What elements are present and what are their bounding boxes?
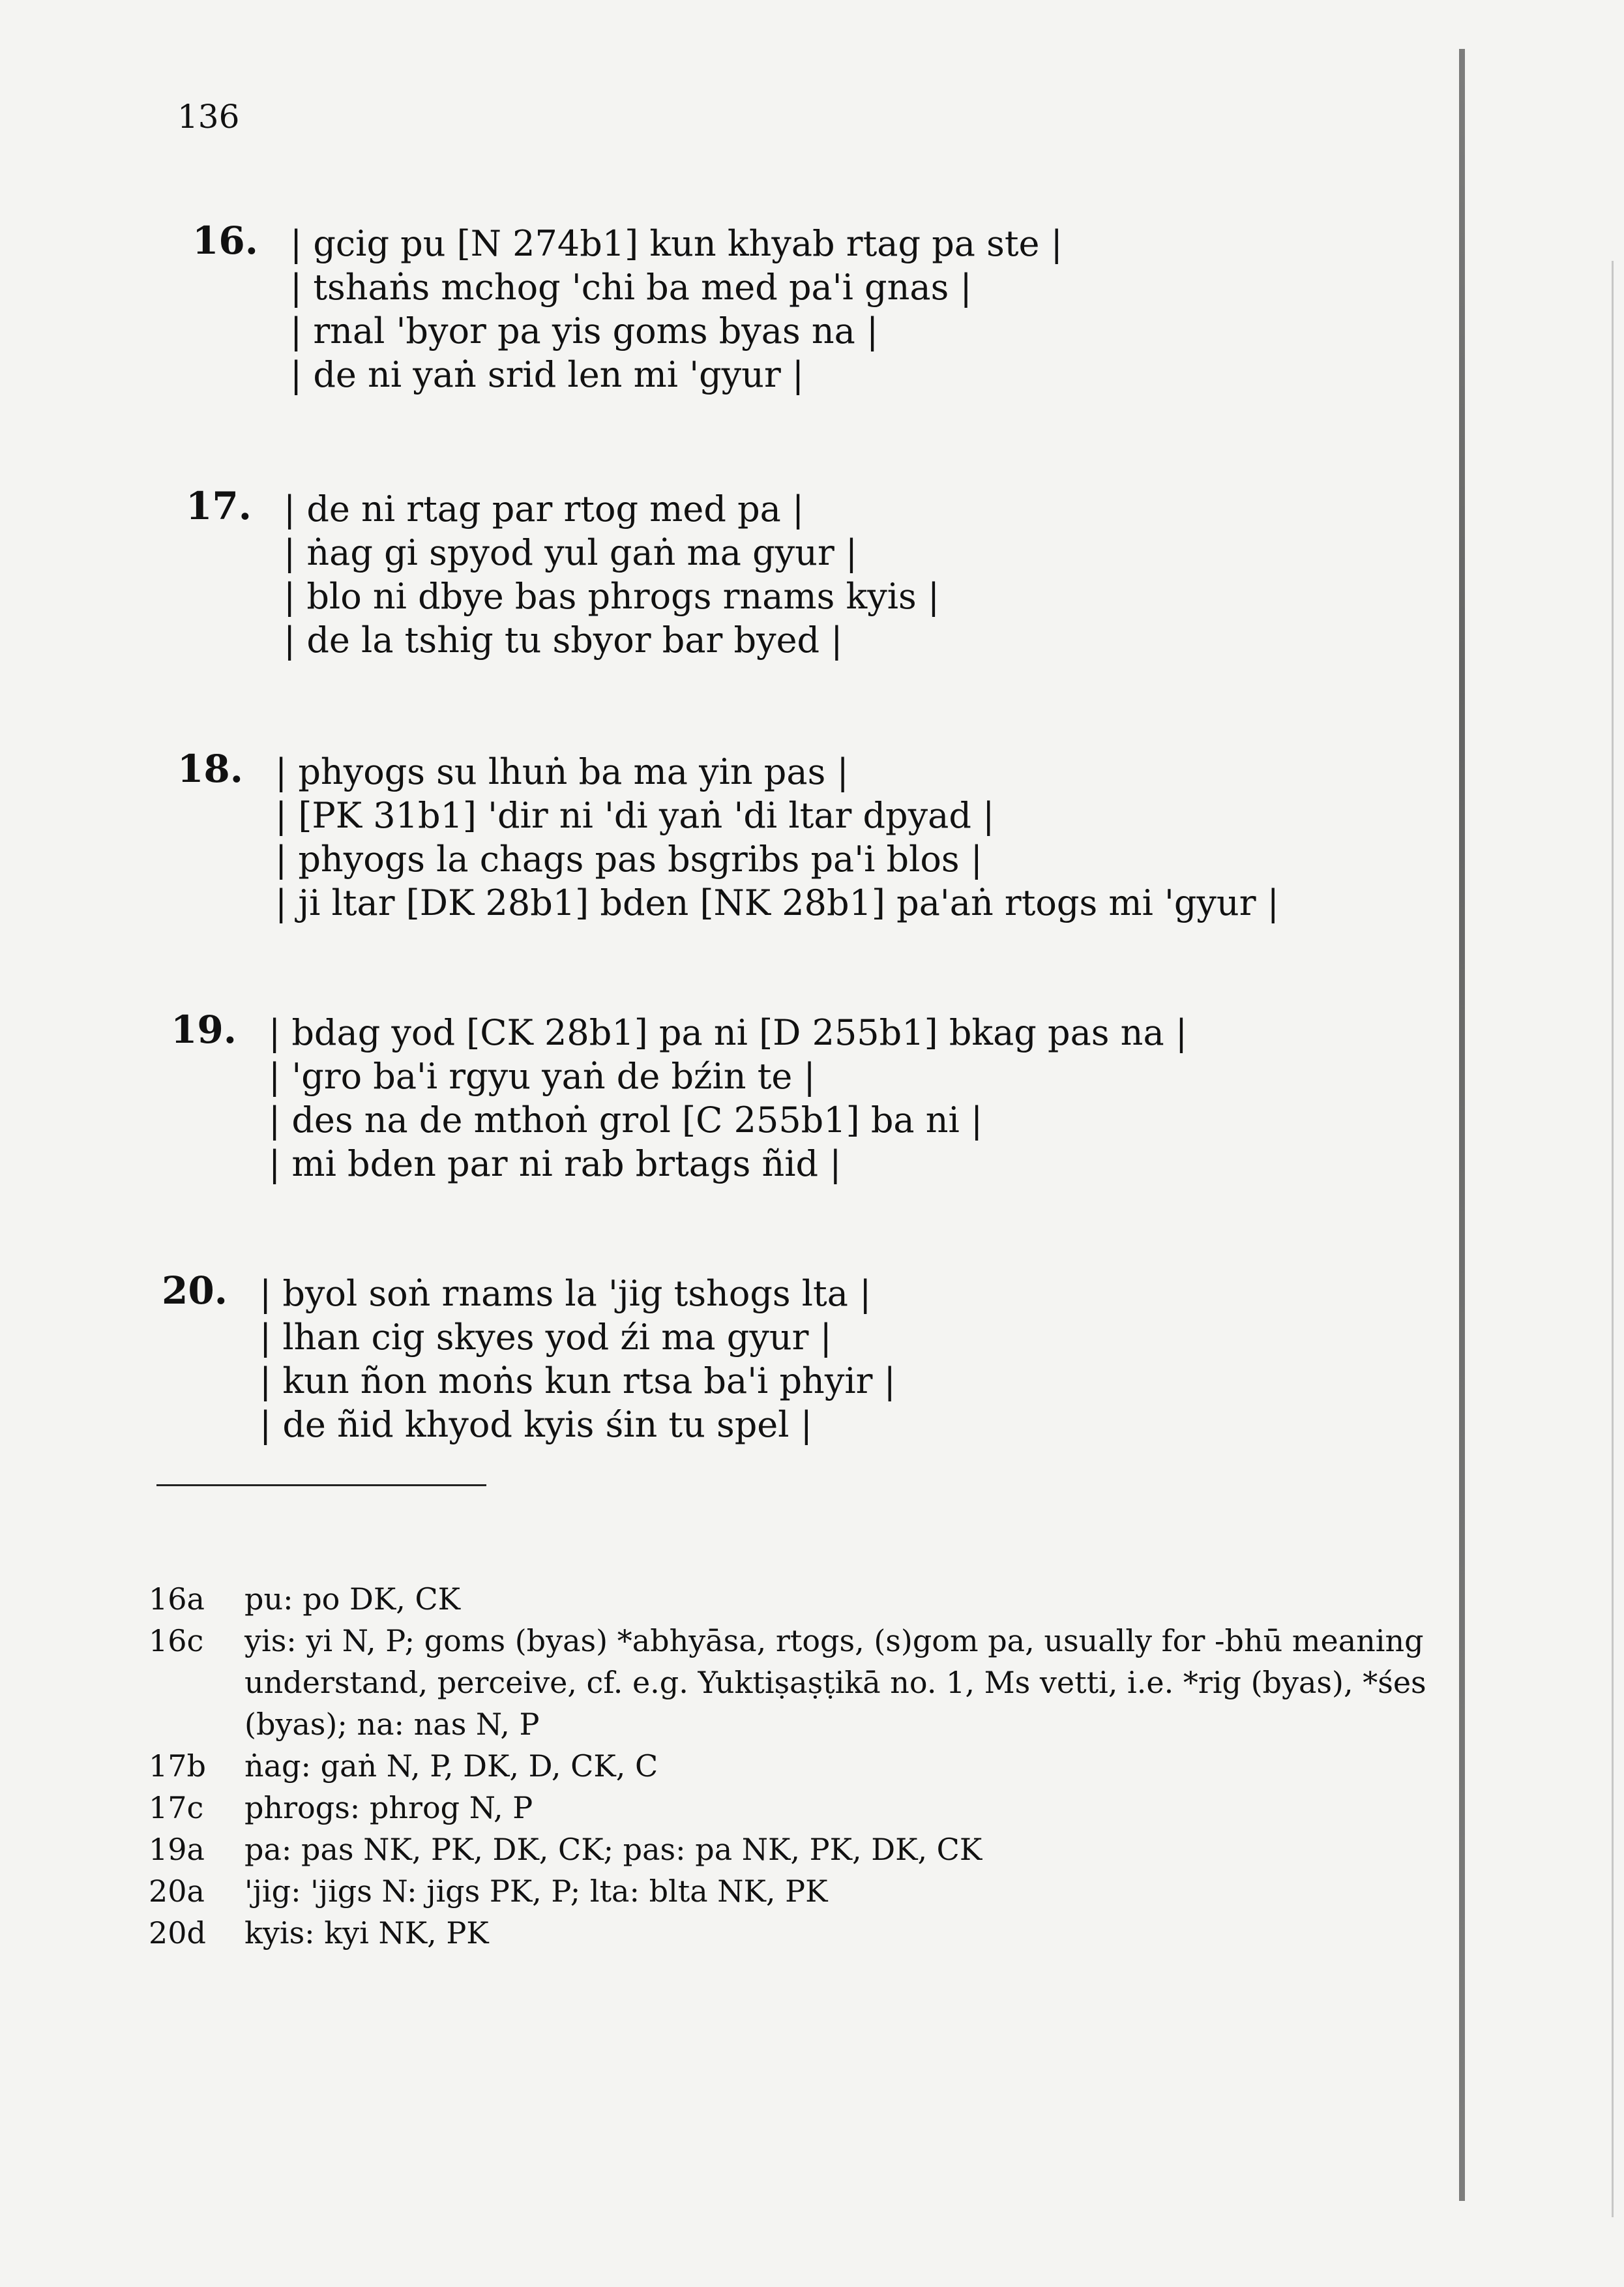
footnote-text: 'jig: 'jigs N: jigs PK, P; lta: blta NK, PK [244, 1874, 828, 1909]
footnote-text: yis: yi N, P; goms (byas) *abhyāsa, rtogs, (s)gom pa, usually for -bhū meaning understand, perceive, cf. e.g. Yuktiṣaṣṭikā no. 1, Ms vetti, i.e. *rig (byas), *śes (byas); na: nas N, P [244, 1623, 1426, 1742]
verse-lines [259, 1272, 896, 1446]
verse-line: | lhan cig skyes yod źi ma gyur | [259, 1317, 832, 1358]
footnote-text: pa: pas NK, PK, DK, CK; pas: pa NK, PK, DK, CK [244, 1832, 982, 1867]
page-number: 136 [177, 98, 240, 136]
footnote-divider [156, 1484, 486, 1486]
verse-line: | 'gro ba'i rgyu yaṅ de bźin te | [269, 1056, 816, 1097]
verse-lines [284, 487, 939, 662]
footnote-16c [149, 1620, 1483, 1745]
footnote-text: kyis: kyi NK, PK [244, 1915, 489, 1951]
verse-line: | ṅag gi spyod yul gaṅ ma gyur | [284, 532, 858, 573]
footnote-label: 20d [149, 1915, 206, 1951]
footnote-label: 19a [149, 1832, 205, 1867]
footnote-label: 20a [149, 1874, 205, 1909]
verse-lines [269, 1011, 1187, 1186]
verse-line: | byol soṅ rnams la 'jig tshogs lta | [259, 1273, 872, 1314]
verse-line: | rnal 'byor pa yis goms byas na | [290, 310, 879, 351]
verse-line: | bdag yod [CK 28b1] pa ni [D 255b1] bkag pas na | [269, 1012, 1188, 1053]
footnote-20a [149, 1870, 1483, 1912]
footnote-17c [149, 1787, 1483, 1829]
verse-line: | de la tshig tu sbyor bar byed | [284, 620, 843, 661]
verse-line: | de ñid khyod kyis śin tu spel | [259, 1404, 812, 1445]
verse-lines [275, 750, 1279, 925]
verse-line: | kun ñon moṅs kun rtsa ba'i phyir | [259, 1360, 896, 1401]
footnote-17b [149, 1745, 1483, 1787]
verse-line: | blo ni dbye bas phrogs rnams kyis | [284, 576, 940, 617]
verse-number: 16. [192, 218, 258, 263]
footnote-text: phrogs: phrog N, P [244, 1790, 533, 1825]
footnote-text: pu: po DK, CK [244, 1581, 461, 1617]
footnote-label: 17c [149, 1790, 204, 1825]
verse-line: | de ni yaṅ srid len mi 'gyur | [290, 354, 805, 395]
footnote-label: 17b [149, 1748, 206, 1784]
verse-line: | phyogs la chags pas bsgribs pa'i blos | [275, 839, 982, 880]
footnote-label: 16c [149, 1623, 204, 1658]
binding-edge-line [1459, 49, 1465, 2201]
footnote-19a [149, 1829, 1483, 1870]
verse-line: | phyogs su lhuṅ ba ma yin pas | [275, 751, 849, 792]
footnote-20d [149, 1912, 1483, 1954]
verse-line: | gcig pu [N 274b1] kun khyab rtag pa ste | [290, 223, 1063, 264]
verse-line: | ji ltar [DK 28b1] bden [NK 28b1] pa'aṅ rtogs mi 'gyur | [275, 882, 1279, 923]
page-edge-line [1612, 261, 1614, 2217]
verse-number: 20. [162, 1268, 228, 1313]
verse-number: 18. [177, 747, 243, 791]
footnote-text: ṅag: gaṅ N, P, DK, D, CK, C [244, 1748, 658, 1784]
verse-line: | mi bden par ni rab brtags ñid | [269, 1143, 842, 1184]
verse-number: 17. [186, 484, 252, 528]
verse-line: | [PK 31b1] 'dir ni 'di yaṅ 'di ltar dpyad | [275, 795, 995, 836]
verse-line: | tshaṅs mchog 'chi ba med pa'i gnas | [290, 267, 972, 308]
verse-number: 19. [171, 1008, 237, 1052]
verse-lines [290, 222, 1063, 396]
footnote-label: 16a [149, 1581, 205, 1617]
verse-line: | des na de mthoṅ grol [C 255b1] ba ni | [269, 1099, 983, 1141]
verse-line: | de ni rtag par rtog med pa | [284, 488, 805, 530]
footnotes [149, 1578, 1483, 1954]
footnote-16a [149, 1578, 1483, 1620]
